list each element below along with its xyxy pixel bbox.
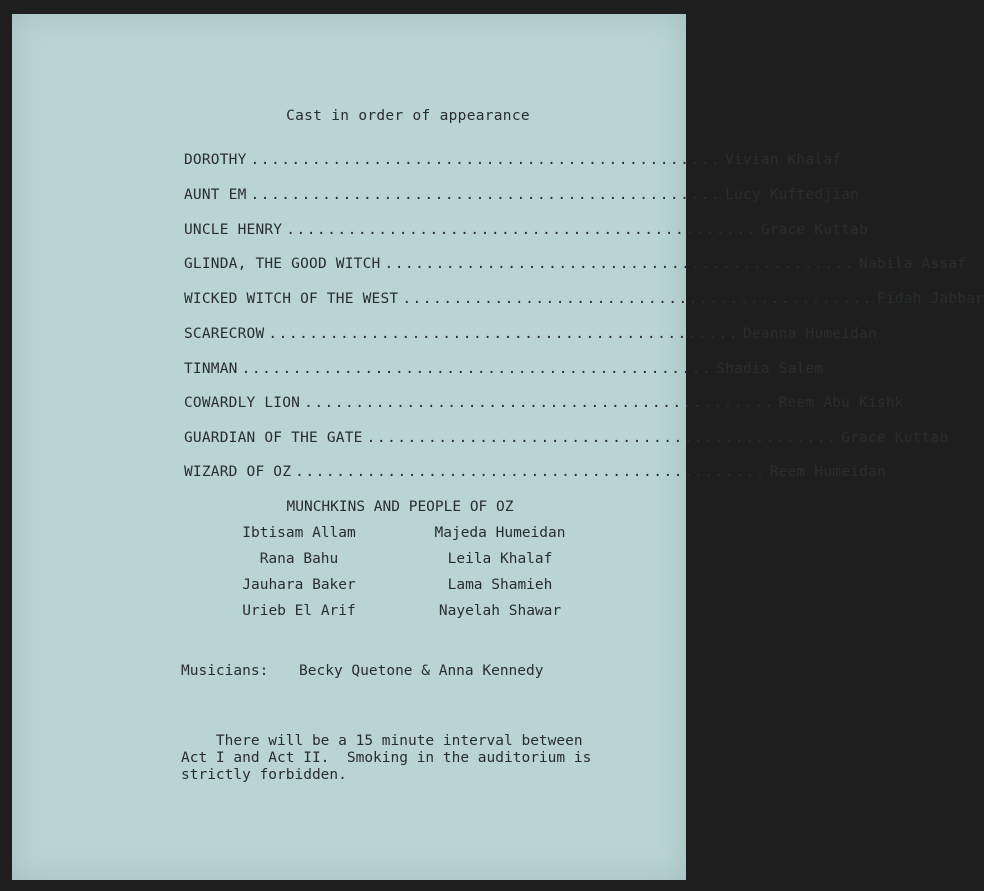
actor-name: Reem Abu Kishk (778, 395, 904, 411)
actor-name: Shadia Salem (716, 361, 824, 377)
cast-row-scarecrow (184, 326, 877, 342)
interval-notice: There will be a 15 minute interval between Act I and Act II. Smoking in the auditorium is strictly forbidden. (181, 733, 592, 783)
program-page (12, 14, 984, 880)
munchkin-name: Majeda Humeidan (434, 525, 566, 541)
role-name: WICKED WITCH OF THE WEST (184, 291, 399, 307)
actor-name: Reem Humeidan (769, 464, 886, 480)
cast-row-tinman (184, 361, 824, 377)
dot-leader: .............................................. (366, 430, 838, 446)
role-name: AUNT EM (184, 187, 247, 203)
cast-row-uncle-henry (184, 222, 868, 238)
actor-name: Deanna Humeidan (742, 326, 877, 342)
actor-name: Lucy Kuftedjian (725, 187, 860, 203)
cast-row-aunt-em (184, 187, 860, 203)
dot-leader: .............................................. (286, 222, 757, 238)
actor-name: Vivian Khalaf (725, 152, 842, 168)
actor-name: Fidah Jabbar (876, 291, 984, 307)
role-name: COWARDLY LION (184, 395, 301, 411)
musicians-label: Musicians: (181, 663, 269, 679)
dot-leader: .............................................. (304, 395, 775, 411)
dot-leader: .............................................. (241, 361, 713, 377)
musicians-names: Becky Quetone & Anna Kennedy (299, 663, 544, 679)
munchkin-name: Lama Shamieh (447, 577, 553, 593)
cast-row-dorothy (184, 152, 842, 168)
dot-leader: .............................................. (384, 256, 856, 272)
actor-name: Grace Kuttab (841, 430, 949, 446)
role-name: GLINDA, THE GOOD WITCH (184, 256, 381, 272)
munchkin-name: Leila Khalaf (447, 551, 553, 567)
dot-leader: .............................................. (295, 464, 766, 480)
actor-name: Grace Kuttab (760, 222, 868, 238)
dot-leader: .............................................. (250, 187, 722, 203)
role-name: DOROTHY (184, 152, 247, 168)
role-name: TINMAN (184, 361, 238, 377)
munchkins-heading: MUNCHKINS AND PEOPLE OF OZ (286, 499, 514, 515)
munchkin-name: Nayelah Shawar (438, 603, 562, 619)
dot-leader: .............................................. (402, 291, 873, 307)
munchkin-name: Rana Bahu (259, 551, 339, 567)
cast-row-guardian (184, 430, 949, 446)
page-title: Cast in order of appearance (286, 108, 530, 124)
role-name: UNCLE HENRY (184, 222, 283, 238)
cast-row-cowardly-lion (184, 395, 904, 411)
dot-leader: .............................................. (268, 326, 739, 342)
actor-name: Nabila Assaf (859, 256, 967, 272)
munchkin-name: Jauhara Baker (242, 577, 356, 593)
munchkin-name: Ibtisam Allam (242, 525, 356, 541)
cast-row-wicked-witch (184, 291, 984, 307)
musicians-line (181, 663, 543, 679)
cast-row-glinda (184, 256, 967, 272)
cast-row-wizard (184, 464, 886, 480)
role-name: GUARDIAN OF THE GATE (184, 430, 363, 446)
role-name: WIZARD OF OZ (184, 464, 292, 480)
dot-leader: .............................................. (250, 152, 722, 168)
munchkin-name: Urieb El Arif (242, 603, 356, 619)
role-name: SCARECROW (184, 326, 265, 342)
